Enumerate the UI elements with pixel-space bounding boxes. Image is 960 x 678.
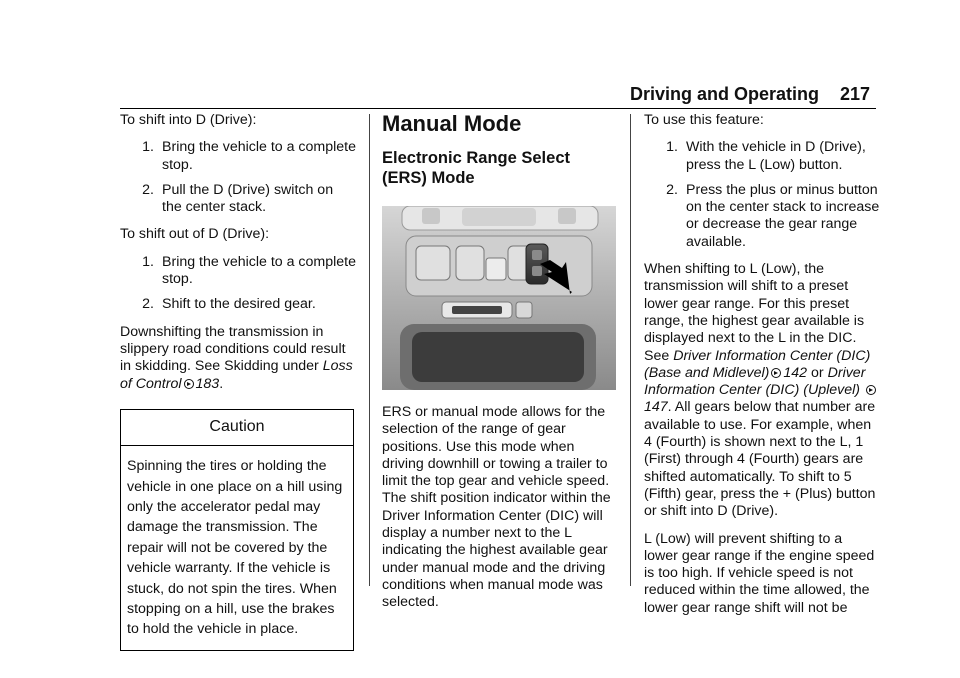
column-middle — [382, 112, 618, 622]
page-reference-icon — [866, 385, 876, 395]
step-item — [120, 254, 356, 289]
page-header-title: Driving and Operating — [630, 84, 820, 104]
or-text: or — [811, 364, 824, 381]
dic-base-link[interactable]: Driver Information Center (DIC) (Base and Midlevel) — [644, 347, 871, 381]
shift-into-drive-steps — [120, 139, 356, 216]
dic-uplevel-link[interactable]: Driver Information Center (DIC) (Uplevel) — [644, 364, 866, 399]
step-number: 2. — [142, 181, 154, 198]
center-console-illustration — [382, 206, 616, 390]
subsection-title-line1: Electronic Range Select — [382, 149, 570, 167]
low-prevent-paragraph: L (Low) will prevent shifting to a lower gear range if the engine speed is too high. If vehicle speed is not reduced within the time allowed, the lower gear range shift will not be — [644, 530, 875, 616]
subsection-title-line2: (ERS) Mode — [382, 169, 475, 187]
shift-out-of-drive-steps — [120, 254, 356, 314]
step-text: With the vehicle in D (Drive), press the L (Low) button. — [686, 139, 866, 173]
loss-of-control-link[interactable]: Loss of Control — [120, 358, 353, 392]
shift-out-of-drive-intro: To shift out of D (Drive): — [120, 226, 270, 243]
step-item — [120, 139, 356, 174]
step-number: 1. — [142, 139, 154, 156]
step-number: 1. — [142, 253, 154, 270]
column-left — [120, 112, 356, 651]
low-shift-text-a: When shifting to L (Low), the transmission will shift to a preset lower gear range. For this preset range, the highest gear available is displayed next to the L in the DIC. See — [644, 261, 865, 364]
step-item — [120, 182, 356, 217]
downshift-paragraph: Downshifting the transmission in slippery road conditions could result in skidding. See Skidding under Loss of Control 183. — [120, 323, 353, 392]
step-text: Shift to the desired gear. — [162, 296, 316, 313]
caution-box — [120, 409, 354, 651]
section-title: Manual Mode — [382, 111, 522, 136]
loss-of-control-page[interactable]: 183 — [195, 375, 220, 392]
header-rule — [120, 108, 876, 109]
step-text: Pull the D (Drive) switch on the center stack. — [162, 181, 334, 216]
step-item — [644, 139, 880, 174]
dic-uplevel-page[interactable]: 147 — [644, 399, 668, 416]
column-divider-left — [369, 114, 370, 586]
step-item — [644, 182, 880, 251]
caution-body: Spinning the tires or holding the vehicle in one place on a hill using only the accelerator pedal may damage the transmission. The repair will not be covered by the vehicle warranty. If the vehicle is stuck, do not spin the tires. When stopping on a hill, use the brakes to hold the vehicle in place. — [127, 458, 343, 638]
low-shift-paragraph — [644, 261, 880, 520]
downshift-text: Downshifting the transmission in slippery road conditions could result in skidding. See Skidding under — [120, 323, 346, 375]
shift-into-drive-intro: To shift into D (Drive): — [120, 112, 257, 128]
step-text: Bring the vehicle to a complete stop. — [162, 139, 357, 173]
page-number: 217 — [840, 84, 871, 104]
low-shift-text-b: . All gears below that number are available to use. For example, when 4 (Fourth) is shown next to the L, 1 (First) through 4 (Fourth) gears are shifted automatically. To shift to 5 (Fifth) gear, press the + (Plus) button or shift into D (Drive). — [644, 399, 876, 520]
step-text: Press the plus or minus button on the center stack to increase or decrease the gear range available. — [686, 181, 880, 250]
use-feature-steps — [644, 139, 880, 251]
caution-heading: Caution — [121, 410, 353, 446]
step-number: 2. — [666, 181, 678, 198]
column-right — [644, 112, 880, 627]
step-text: Bring the vehicle to a complete stop. — [162, 253, 357, 288]
page-reference-icon — [184, 379, 194, 389]
step-number: 2. — [142, 296, 154, 313]
step-item — [120, 296, 356, 313]
use-feature-intro: To use this feature: — [644, 112, 764, 128]
ers-control-photo — [382, 206, 616, 390]
dic-base-page[interactable]: 142 — [783, 364, 808, 381]
ers-description: ERS or manual mode allows for the selection of the range of gear positions. Use this mode when driving downhill or towing a trailer to limit the top gear and vehicle speed. The shift position indicator within the Driver Information Center (DIC) will display a number next to the L indicating the highest available gear under manual mode and the driving conditions when manual mode was selected. — [382, 404, 611, 611]
subsection-title — [382, 148, 618, 188]
step-number: 1. — [666, 139, 678, 156]
column-divider-right — [630, 114, 631, 586]
page-reference-icon — [771, 368, 781, 378]
